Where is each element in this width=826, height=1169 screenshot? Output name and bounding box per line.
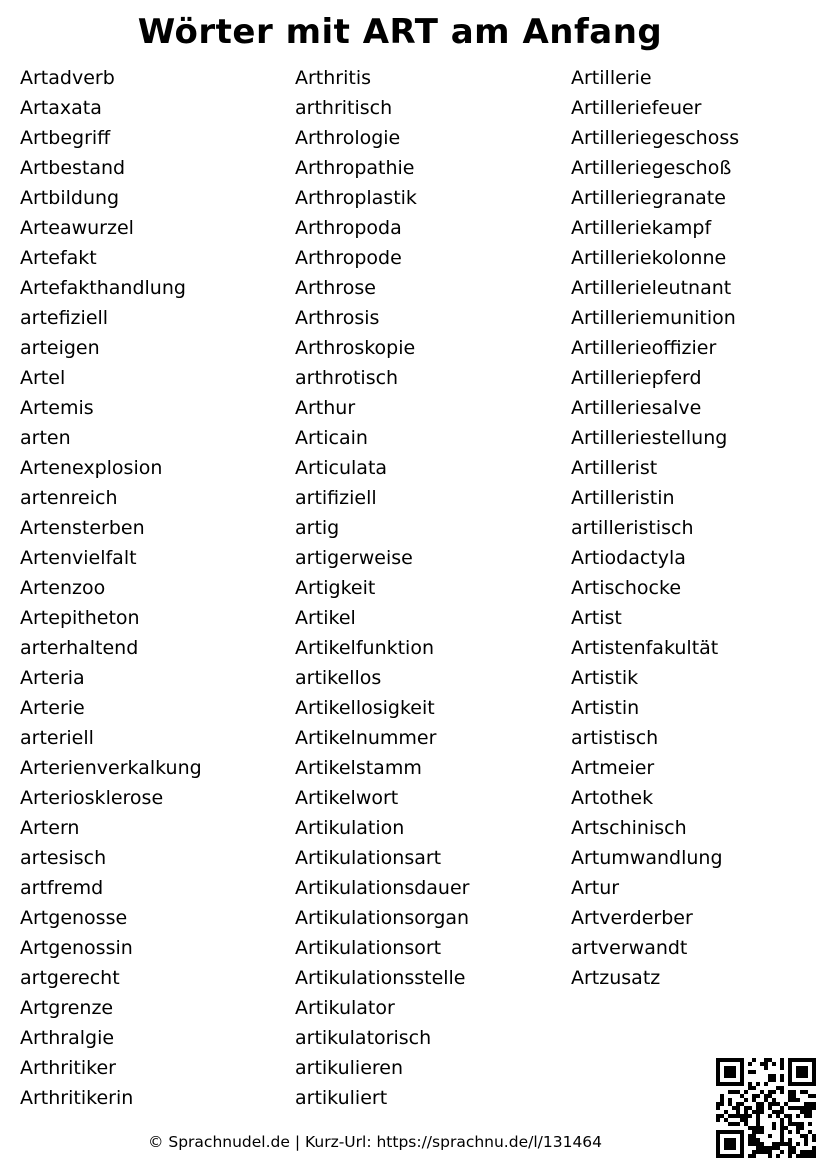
word-item: Arthroplastik bbox=[295, 187, 417, 209]
word-item: Arterie bbox=[20, 697, 85, 719]
word-item: Artilleriefeuer bbox=[571, 97, 702, 119]
word-item: Artverderber bbox=[571, 907, 693, 929]
word-item: Arthrose bbox=[295, 277, 376, 299]
word-item: Artikelwort bbox=[295, 787, 399, 809]
word-item: Arthroskopie bbox=[295, 337, 416, 359]
word-item: Artgenossin bbox=[20, 937, 133, 959]
word-item: Arthropathie bbox=[295, 157, 415, 179]
word-item: Artzusatz bbox=[571, 967, 661, 989]
word-item: Artillerie bbox=[571, 67, 652, 89]
word-item: arteigen bbox=[20, 337, 100, 359]
footer-credit: © Sprachnudel.de | Kurz-Url: https://sprachnu.de/l/131464 bbox=[147, 1133, 603, 1151]
word-item: Artikelstamm bbox=[295, 757, 422, 779]
word-item: Arthur bbox=[295, 397, 356, 419]
word-item: Artur bbox=[571, 877, 620, 899]
word-item: Artilleriegeschoß bbox=[571, 157, 732, 179]
word-item: Artenexplosion bbox=[20, 457, 163, 479]
word-item: Arthropoda bbox=[295, 217, 402, 239]
word-item: Artikulationsdauer bbox=[295, 877, 470, 899]
word-item: Artemis bbox=[20, 397, 94, 419]
word-item: artefiziell bbox=[20, 307, 109, 329]
word-item: artverwandt bbox=[571, 937, 688, 959]
word-column-3 bbox=[571, 63, 739, 993]
word-item: Artepitheton bbox=[20, 607, 140, 629]
word-item: Artenvielfalt bbox=[20, 547, 137, 569]
word-item: Artilleristin bbox=[571, 487, 675, 509]
word-item: artikulieren bbox=[295, 1057, 404, 1079]
word-item: Arthrosis bbox=[295, 307, 380, 329]
word-item: Artaxata bbox=[20, 97, 102, 119]
word-item: Artschinisch bbox=[571, 817, 687, 839]
word-item: artenreich bbox=[20, 487, 118, 509]
word-item: Arthritiker bbox=[20, 1057, 116, 1079]
word-item: Arteriosklerose bbox=[20, 787, 164, 809]
word-item: Arteawurzel bbox=[20, 217, 134, 239]
word-item: Articulata bbox=[295, 457, 388, 479]
word-item: Artilleriemunition bbox=[571, 307, 736, 329]
word-item: artistisch bbox=[571, 727, 659, 749]
word-item: Artikulationsart bbox=[295, 847, 442, 869]
word-item: Artillerieoffizier bbox=[571, 337, 717, 359]
word-item: Artikel bbox=[295, 607, 356, 629]
word-item: Artefakthandlung bbox=[20, 277, 186, 299]
word-item: artikellos bbox=[295, 667, 382, 689]
word-item: Artillerieleutnant bbox=[571, 277, 732, 299]
word-item: Artilleriepferd bbox=[571, 367, 702, 389]
word-item: Artikulator bbox=[295, 997, 395, 1019]
word-item: Artensterben bbox=[20, 517, 145, 539]
word-item: Artefakt bbox=[20, 247, 97, 269]
word-item: Artikulationsort bbox=[295, 937, 442, 959]
word-item: Artgrenze bbox=[20, 997, 114, 1019]
word-item: Articain bbox=[295, 427, 368, 449]
word-item: Artikellosigkeit bbox=[295, 697, 435, 719]
word-item: arthrotisch bbox=[295, 367, 399, 389]
word-item: Artilleriekolonne bbox=[571, 247, 727, 269]
word-item: Artbestand bbox=[20, 157, 126, 179]
word-item: Artistik bbox=[571, 667, 639, 689]
word-item: Artilleriegeschoss bbox=[571, 127, 740, 149]
word-item: Artilleriesalve bbox=[571, 397, 702, 419]
word-item: Artenzoo bbox=[20, 577, 106, 599]
word-item: Artilleriegranate bbox=[571, 187, 726, 209]
word-item: artifiziell bbox=[295, 487, 377, 509]
word-item: Artikelnummer bbox=[295, 727, 437, 749]
word-item: Artikelfunktion bbox=[295, 637, 435, 659]
word-item: Artadverb bbox=[20, 67, 115, 89]
word-item: Artistenfakultät bbox=[571, 637, 719, 659]
qr-code-icon bbox=[716, 1058, 816, 1158]
word-item: Artilleriestellung bbox=[571, 427, 728, 449]
word-item: artesisch bbox=[20, 847, 107, 869]
word-item: arterhaltend bbox=[20, 637, 139, 659]
word-item: Artern bbox=[20, 817, 80, 839]
word-item: Artbildung bbox=[20, 187, 120, 209]
word-item: Artikulationsorgan bbox=[295, 907, 470, 929]
word-column-2 bbox=[295, 63, 469, 1113]
word-item: Artischocke bbox=[571, 577, 682, 599]
word-item: Arthritis bbox=[295, 67, 372, 89]
word-item: artig bbox=[295, 517, 340, 539]
word-column-1 bbox=[20, 63, 202, 1113]
word-item: Artel bbox=[20, 367, 66, 389]
word-item: artfremd bbox=[20, 877, 104, 899]
word-item: artigerweise bbox=[295, 547, 413, 569]
word-item: Artigkeit bbox=[295, 577, 376, 599]
word-item: Arthralgie bbox=[20, 1027, 115, 1049]
word-item: artikulatorisch bbox=[295, 1027, 432, 1049]
word-item: artikuliert bbox=[295, 1087, 388, 1109]
word-item: Artikulation bbox=[295, 817, 405, 839]
word-item: artilleristisch bbox=[571, 517, 694, 539]
word-item: Arthrologie bbox=[295, 127, 401, 149]
word-item: Arthritikerin bbox=[20, 1087, 134, 1109]
word-item: Artillerist bbox=[571, 457, 658, 479]
word-item: Artmeier bbox=[571, 757, 655, 779]
word-item: Artumwandlung bbox=[571, 847, 723, 869]
word-item: Artist bbox=[571, 607, 622, 629]
word-item: Artgenosse bbox=[20, 907, 128, 929]
word-item: Arthropode bbox=[295, 247, 402, 269]
page-title: Wörter mit ART am Anfang bbox=[137, 12, 663, 52]
word-item: arteriell bbox=[20, 727, 94, 749]
word-item: Artikulationsstelle bbox=[295, 967, 466, 989]
word-item: Artiodactyla bbox=[571, 547, 686, 569]
word-item: Artistin bbox=[571, 697, 640, 719]
word-item: Artothek bbox=[571, 787, 654, 809]
word-item: Arterienverkalkung bbox=[20, 757, 202, 779]
word-item: artgerecht bbox=[20, 967, 120, 989]
word-item: arten bbox=[20, 427, 71, 449]
word-item: Artilleriekampf bbox=[571, 217, 712, 239]
word-item: Artbegriff bbox=[20, 127, 111, 149]
word-item: arthritisch bbox=[295, 97, 393, 119]
word-item: Arteria bbox=[20, 667, 85, 689]
